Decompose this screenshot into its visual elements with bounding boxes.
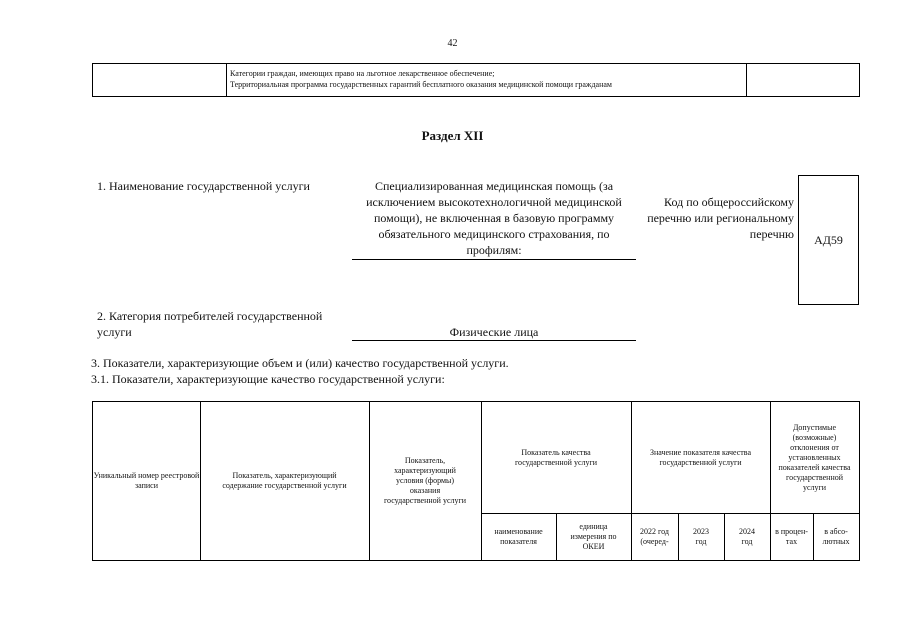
- header-deviation-absolute: в абсо-лютных: [822, 526, 850, 546]
- top-table-line-1: Категории граждан, имеющих право на льготное лекарственное обеспечение;: [230, 69, 495, 78]
- header-deviation-percent: в процен-тах: [775, 526, 808, 546]
- section-title: Раздел XII: [421, 128, 484, 143]
- header-year-2024: 2024 год: [739, 526, 755, 546]
- top-table-cell-text: [227, 64, 747, 96]
- header-indicator-unit: единица измерения по ОКЕИ: [570, 521, 617, 551]
- service-name-label: 1. Наименование государственной услуги: [97, 179, 310, 193]
- header-allowed-deviation: Допустимые (возможные) отклонения от установленных показателей качества государственной услуги: [778, 422, 851, 492]
- header-quality-indicator: Показатель качества государственной услуги: [514, 447, 598, 467]
- quality-indicators-table: [92, 401, 860, 561]
- top-table-line-2: Территориальная программа государственных гарантий бесплатного оказания медицинской помощи гражданам: [230, 80, 612, 89]
- heading-quality-indicators: 3.1. Показатели, характеризующие качество государственной услуги:: [91, 372, 445, 386]
- top-continuation-table: [92, 63, 860, 97]
- header-quality-value: Значение показателя качества государственной услуги: [649, 447, 752, 467]
- top-table-cell-empty-left: [93, 64, 227, 96]
- consumer-category-value: Физические лица: [352, 324, 636, 341]
- heading-indicators: 3. Показатели, характеризующие объем и (или) качество государственной услуги.: [91, 356, 509, 370]
- consumer-category-label: 2. Категория потребителей государственной услуги: [97, 309, 323, 339]
- header-indicator-name: наименование показателя: [494, 526, 543, 546]
- page-number: 42: [447, 38, 458, 49]
- header-registry-number: Уникальный номер реестровой записи: [93, 471, 200, 490]
- code-label: Код по общероссийскому перечню или региональному перечню: [647, 195, 794, 241]
- header-service-content: Показатель, характеризующий содержание государственной услуги: [222, 471, 347, 490]
- code-value-box: АД59: [798, 175, 859, 305]
- header-year-2022: 2022 год (очеред-: [640, 526, 669, 546]
- header-year-2023: 2023 год: [693, 526, 709, 546]
- header-service-conditions: Показатель, характеризующий условия (формы) оказания государственной услуги: [383, 456, 467, 505]
- service-name-value: Специализированная медицинская помощь (за исключением высокотехнологичной медицинской помощи), не включенная в базовую программу обязательного медицинского страхования, по профилям:: [352, 178, 636, 260]
- top-table-cell-empty-right: [747, 64, 859, 96]
